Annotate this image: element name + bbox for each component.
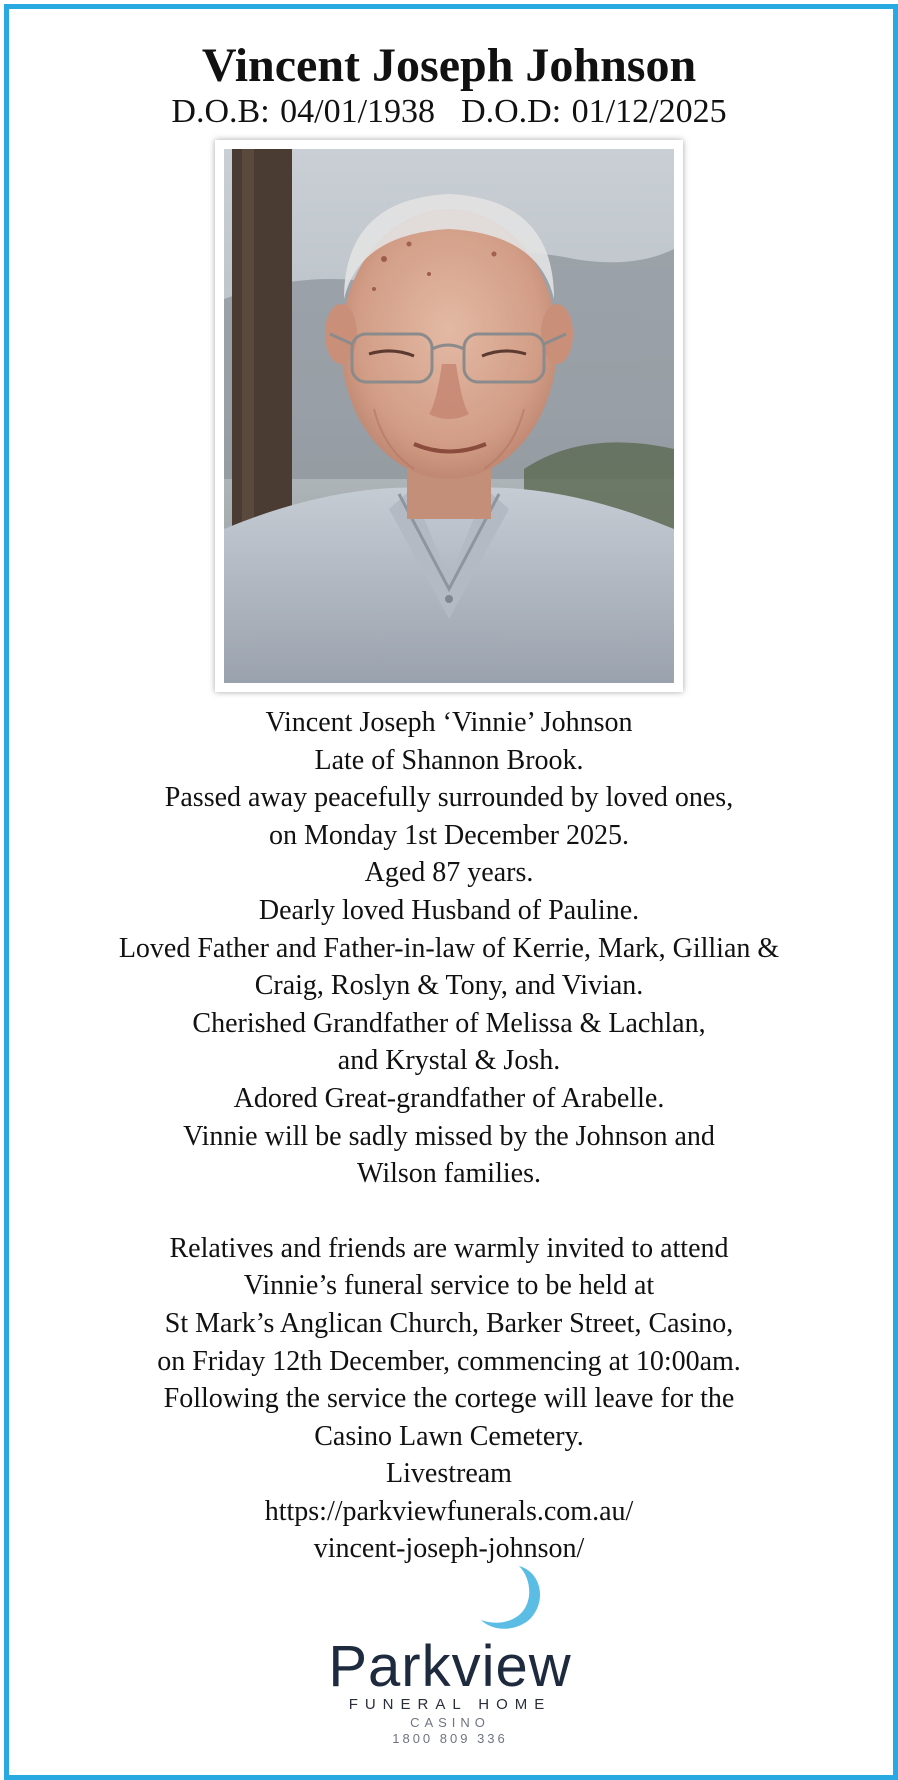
paragraph-spacer bbox=[0, 1193, 898, 1230]
logo-name: Parkview bbox=[328, 1634, 572, 1699]
service-line: Vinnie’s funeral service to be held at bbox=[243, 1270, 655, 1302]
obituary-text bbox=[0, 704, 898, 1568]
logo-subtitle: FUNERAL HOME bbox=[348, 1696, 552, 1713]
logo-town: CASINO bbox=[410, 1715, 490, 1730]
funeral-home-logo bbox=[300, 1560, 600, 1760]
livestream-url-line-2[interactable]: vincent-joseph-johnson/ bbox=[313, 1533, 585, 1565]
logo-phone: 1800 809 336 bbox=[392, 1731, 508, 1746]
deceased-name: Vincent Joseph Johnson bbox=[201, 39, 697, 92]
obituary-line: and Krystal & Josh. bbox=[337, 1045, 561, 1077]
service-line: Relatives and friends are warmly invited to attend bbox=[169, 1232, 729, 1264]
portrait-frame bbox=[215, 140, 683, 692]
obituary-line: Passed away peacefully surrounded by loved ones, bbox=[164, 782, 734, 814]
obituary-line: Adored Great-grandfather of Arabelle. bbox=[233, 1082, 665, 1114]
service-line: Casino Lawn Cemetery. bbox=[314, 1420, 584, 1452]
obituary-line: Wilson families. bbox=[357, 1158, 541, 1190]
obituary-line: Late of Shannon Brook. bbox=[314, 744, 584, 776]
obituary-line: Cherished Grandfather of Melissa & Lachlan, bbox=[192, 1007, 706, 1039]
obituary-line: Aged 87 years. bbox=[364, 857, 534, 889]
portrait-photo bbox=[224, 149, 674, 683]
livestream-url-line-1[interactable]: https://parkviewfunerals.com.au/ bbox=[264, 1495, 634, 1527]
obituary-line: Dearly loved Husband of Pauline. bbox=[258, 894, 640, 926]
obituary-line: Loved Father and Father-in-law of Kerrie, Mark, Gillian & bbox=[118, 932, 780, 964]
dob-value: 04/01/1938 bbox=[280, 93, 436, 130]
service-line: on Friday 12th December, commencing at 10:00am. bbox=[157, 1345, 741, 1377]
service-line: Following the service the cortege will leave for the bbox=[163, 1383, 735, 1415]
obituary-line: Craig, Roslyn & Tony, and Vivian. bbox=[254, 970, 644, 1002]
logo-ring-icon bbox=[467, 1560, 547, 1640]
life-dates bbox=[0, 92, 898, 132]
dod-value: 01/12/2025 bbox=[571, 93, 727, 130]
obituary-line: Vincent Joseph ‘Vinnie’ Johnson bbox=[265, 707, 633, 738]
dod-label: D.O.D: bbox=[461, 93, 562, 130]
service-line: St Mark’s Anglican Church, Barker Street, Casino, bbox=[164, 1307, 734, 1339]
obituary-line: on Monday 1st December 2025. bbox=[268, 819, 630, 851]
obituary-line: Vinnie will be sadly missed by the Johnson and bbox=[183, 1120, 715, 1152]
livestream-label: Livestream bbox=[386, 1458, 512, 1490]
dob-label: D.O.B: bbox=[171, 93, 270, 130]
